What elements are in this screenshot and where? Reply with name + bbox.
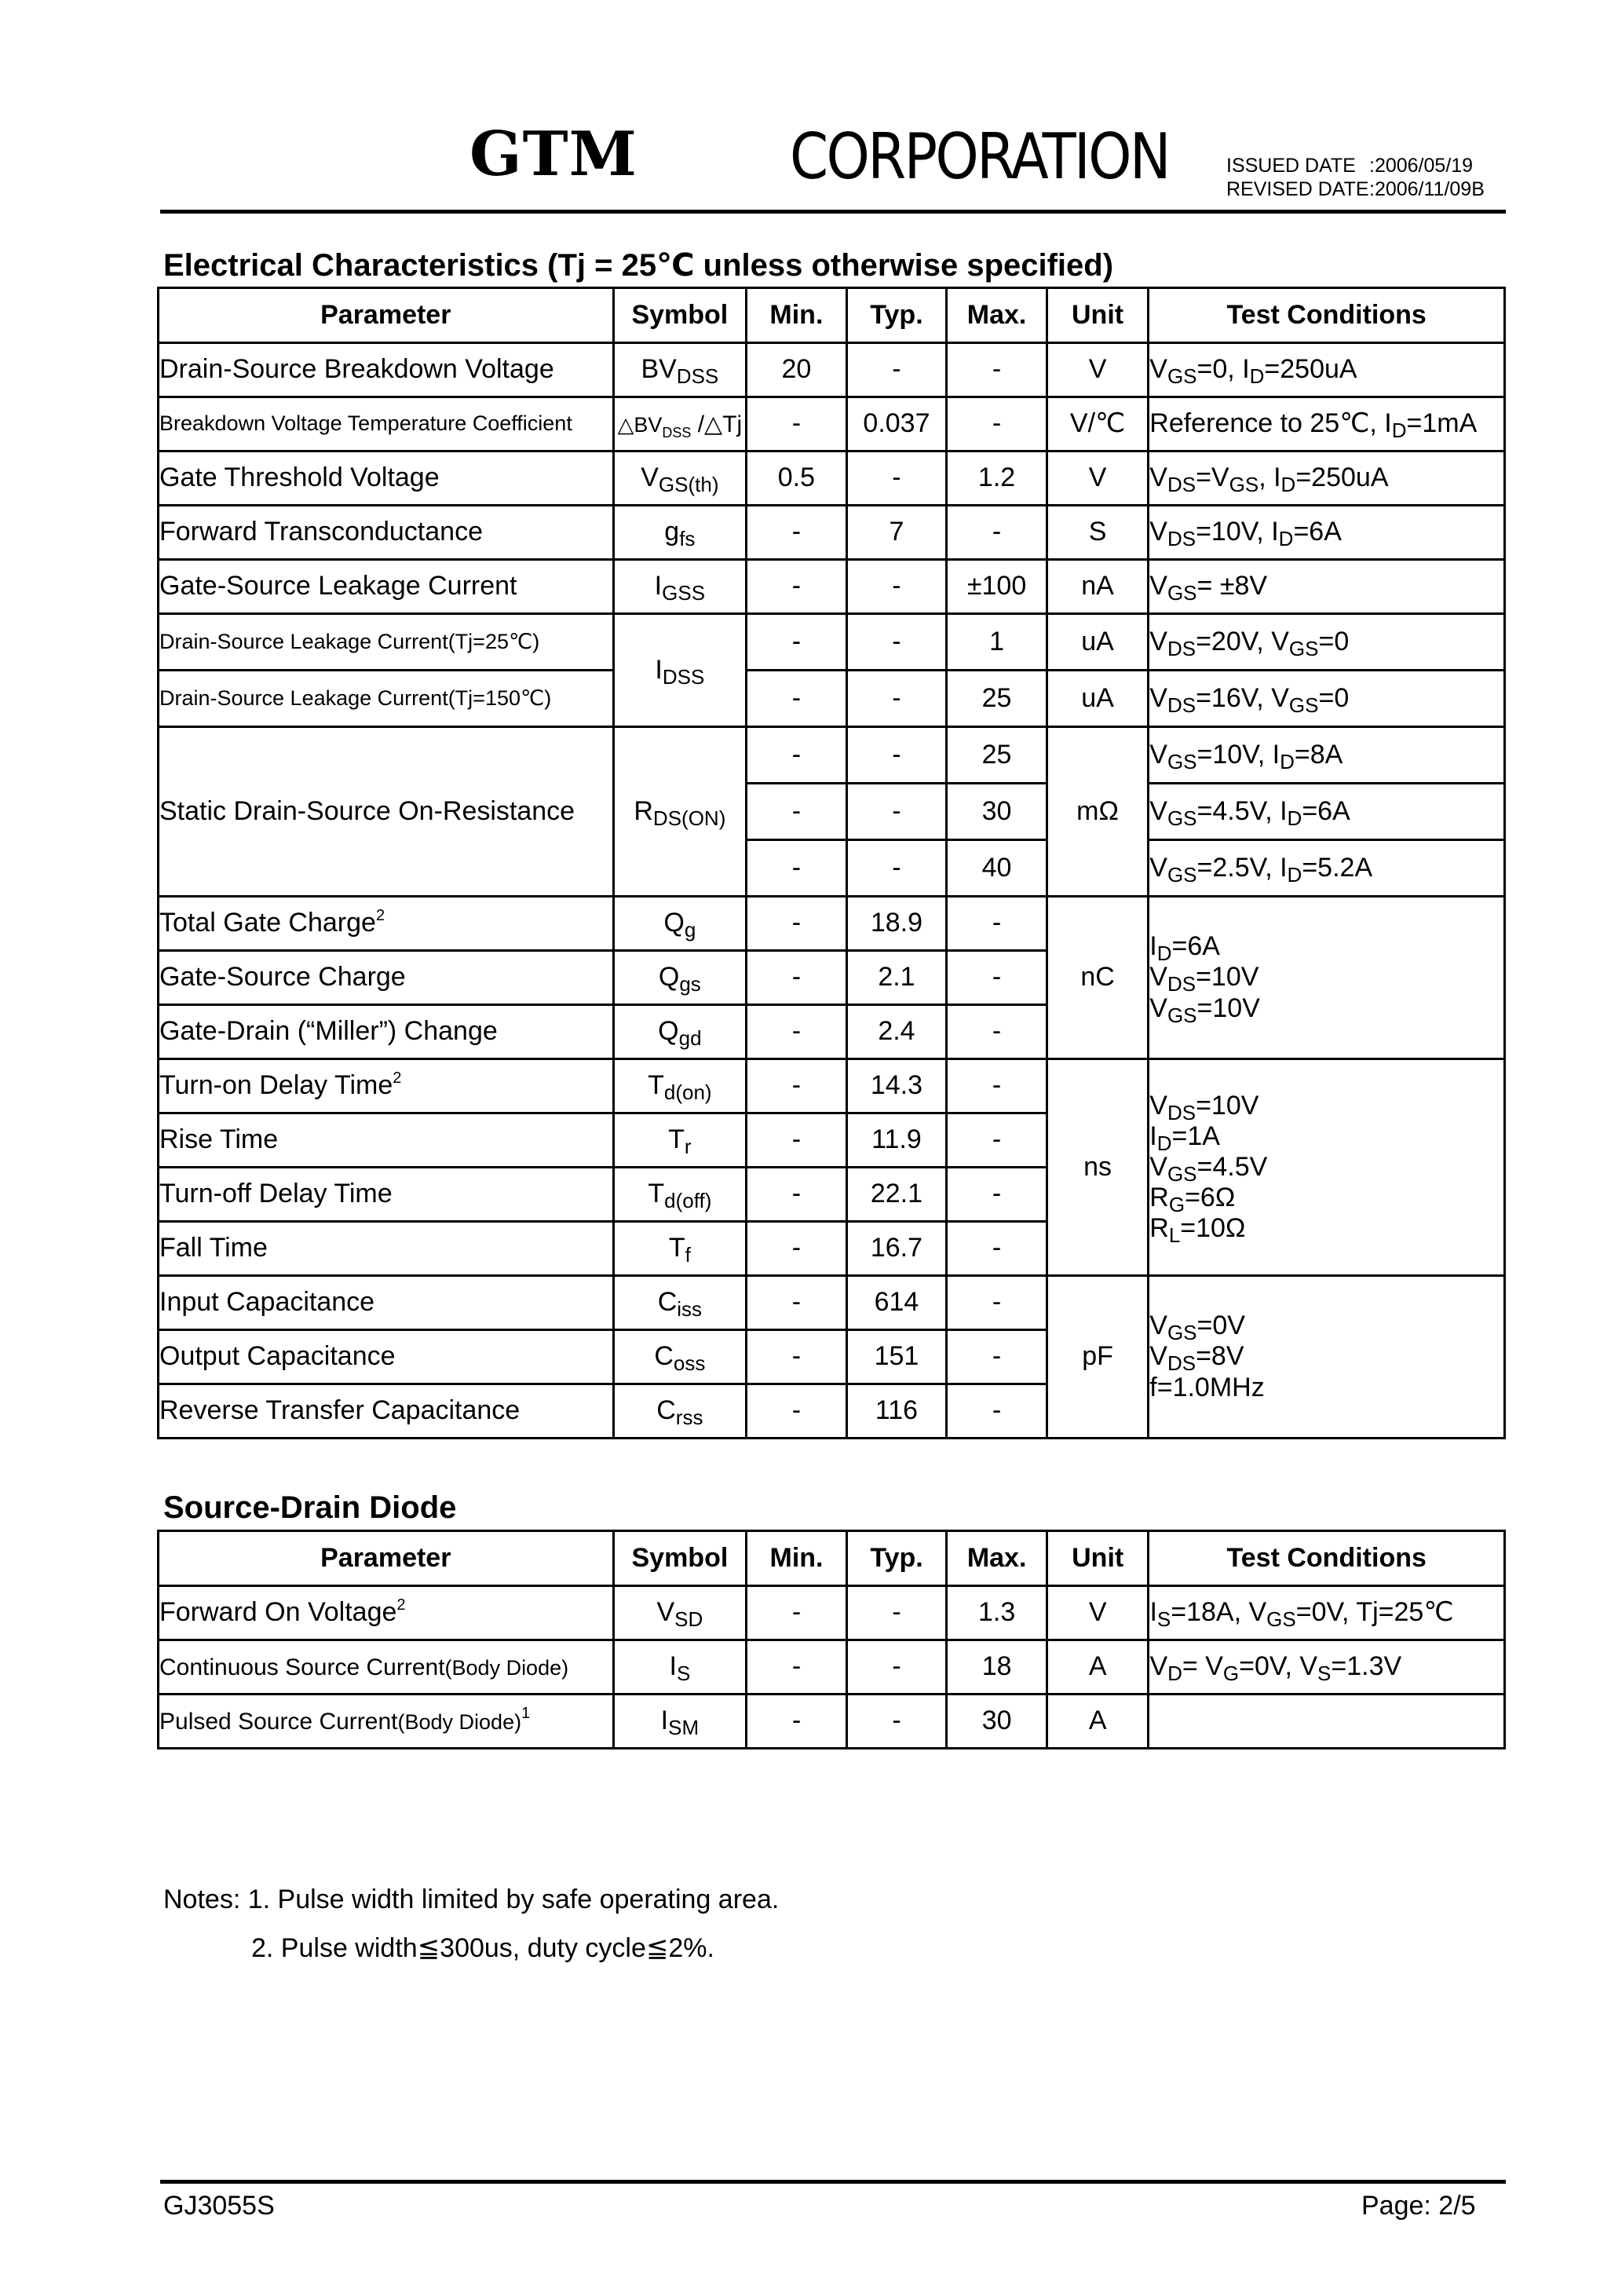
- min-cell: -: [747, 1113, 846, 1168]
- source-drain-diode-table: [157, 1530, 1506, 1749]
- max-cell: 40: [947, 840, 1047, 897]
- test-conditions-cell: $V_{GS}=0V$ $V_{DS}=8V$ f=1.0MHz: [1149, 1276, 1505, 1439]
- source-drain-diode-title: Source-Drain Diode: [163, 1490, 457, 1525]
- param-cell: Gate Threshold Voltage: [159, 452, 614, 506]
- min-cell: -: [747, 1005, 846, 1059]
- typ-cell: 14.3: [846, 1059, 947, 1113]
- max-cell: 25: [947, 727, 1047, 784]
- test-conditions-cell: $V_{DS}=V_{GS}$, $I_D=250uA$: [1149, 452, 1505, 506]
- table-row: [159, 397, 1505, 452]
- electrical-characteristics-title: Electrical Characteristics (Tj = 25℃ unless otherwise specified): [163, 248, 1114, 283]
- param-cell: Turn-on Delay Time$^2$: [159, 1059, 614, 1113]
- unit-cell: uA: [1047, 614, 1148, 671]
- param-cell: Turn-off Delay Time: [159, 1168, 614, 1222]
- test-conditions-cell: $I_S=18A$, $V_{GS}=0V$, Tj=25℃: [1149, 1586, 1505, 1640]
- test-conditions-cell: $V_D= V_G=0V$, $V_S=1.3V$: [1149, 1640, 1505, 1695]
- test-conditions-cell: $V_{DS}=10V$, $I_D=6A$: [1149, 506, 1505, 560]
- col-header-test-conditions: Test Conditions: [1149, 1531, 1505, 1586]
- notes: [163, 1875, 779, 1972]
- test-conditions-cell: $V_{GS}=10V$, $I_D=8A$: [1149, 727, 1505, 784]
- max-cell: -: [947, 1113, 1047, 1168]
- table-row: [159, 727, 1505, 784]
- test-conditions-cell: $V_{DS}=16V$, $V_{GS}=0$: [1149, 671, 1505, 727]
- max-cell: -: [947, 951, 1047, 1005]
- footer-rule: [160, 2180, 1506, 2184]
- min-cell: -: [747, 1168, 846, 1222]
- test-conditions-cell: Reference to 25℃, $I_D=1mA$: [1149, 397, 1505, 452]
- table-row: [159, 560, 1505, 614]
- col-header-min: Min.: [747, 1531, 847, 1586]
- param-cell: Drain-Source Breakdown Voltage: [159, 343, 614, 397]
- min-cell: -: [747, 614, 846, 671]
- unit-cell: uA: [1047, 671, 1148, 727]
- param-cell: Breakdown Voltage Temperature Coefficient: [159, 397, 614, 452]
- typ-cell: -: [846, 614, 947, 671]
- unit-cell: S: [1047, 506, 1148, 560]
- typ-cell: -: [846, 1695, 947, 1749]
- min-cell: -: [747, 784, 846, 840]
- table-row: [159, 1059, 1505, 1113]
- document-id: GJ3055S: [163, 2191, 275, 2221]
- max-cell: 1.3: [947, 1586, 1047, 1640]
- min-cell: -: [747, 1384, 846, 1439]
- symbol-cell: $\triangle BV_{DSS}$ /△Tj: [613, 397, 747, 452]
- test-conditions-cell: $V_{GS}= \pm 8V$: [1149, 560, 1505, 614]
- table-row: [159, 506, 1505, 560]
- table-row: [159, 452, 1505, 506]
- typ-cell: -: [846, 671, 947, 727]
- table-row: [159, 614, 1505, 671]
- typ-cell: -: [846, 840, 947, 897]
- min-cell: -: [747, 671, 846, 727]
- max-cell: 25: [947, 671, 1047, 727]
- unit-cell: ns: [1047, 1059, 1148, 1276]
- unit-cell: V/℃: [1047, 397, 1148, 452]
- unit-cell: pF: [1047, 1276, 1148, 1439]
- max-cell: 18: [947, 1640, 1047, 1695]
- typ-cell: 11.9: [846, 1113, 947, 1168]
- symbol-cell: $BV_{DSS}$: [613, 343, 747, 397]
- col-header-unit: Unit: [1047, 1531, 1149, 1586]
- param-cell: Rise Time: [159, 1113, 614, 1168]
- col-header-parameter: Parameter: [159, 1531, 614, 1586]
- param-cell: Forward On Voltage$^2$: [159, 1586, 614, 1640]
- typ-cell: 151: [846, 1330, 947, 1384]
- table-row: [159, 1640, 1505, 1695]
- col-header-parameter: Parameter: [159, 288, 614, 343]
- col-header-typ: Typ.: [846, 1531, 947, 1586]
- table-row: [159, 1695, 1505, 1749]
- symbol-cell: $T_{d(on)}$: [613, 1059, 747, 1113]
- table-header-row: [159, 1531, 1505, 1586]
- test-conditions-cell: [1149, 1695, 1505, 1749]
- col-header-unit: Unit: [1047, 288, 1148, 343]
- unit-cell: V: [1047, 452, 1148, 506]
- min-cell: -: [747, 1640, 847, 1695]
- param-cell: Gate-Source Charge: [159, 951, 614, 1005]
- max-cell: 30: [947, 1695, 1047, 1749]
- col-header-symbol: Symbol: [613, 1531, 747, 1586]
- unit-cell: V: [1047, 343, 1148, 397]
- symbol-cell: $I_{SM}$: [613, 1695, 747, 1749]
- max-cell: -: [947, 1005, 1047, 1059]
- min-cell: -: [747, 560, 846, 614]
- param-cell: Reverse Transfer Capacitance: [159, 1384, 614, 1439]
- symbol-cell: $T_{d(off)}$: [613, 1168, 747, 1222]
- revised-date-value: :2006/11/09B: [1369, 178, 1485, 200]
- max-cell: ±100: [947, 560, 1047, 614]
- table-row: [159, 343, 1505, 397]
- min-cell: -: [747, 897, 846, 951]
- param-cell: Input Capacitance: [159, 1276, 614, 1330]
- symbol-cell: $I_{DSS}$: [613, 614, 747, 727]
- max-cell: -: [947, 343, 1047, 397]
- min-cell: -: [747, 840, 846, 897]
- revised-date-label: REVISED DATE: [1226, 178, 1369, 200]
- min-cell: -: [747, 1059, 846, 1113]
- header-rule: [160, 210, 1506, 214]
- col-header-min: Min.: [747, 288, 846, 343]
- param-cell: Drain-Source Leakage Current(Tj=150℃): [159, 671, 614, 727]
- symbol-cell: $g_{fs}$: [613, 506, 747, 560]
- typ-cell: 16.7: [846, 1222, 947, 1276]
- symbol-cell: $Q_{gs}$: [613, 951, 747, 1005]
- table-row: [159, 1276, 1505, 1330]
- note-line-1: Notes: 1. Pulse width limited by safe operating area.: [163, 1885, 780, 1914]
- min-cell: -: [747, 397, 846, 452]
- max-cell: 30: [947, 784, 1047, 840]
- min-cell: -: [747, 951, 846, 1005]
- max-cell: -: [947, 1059, 1047, 1113]
- param-cell: Static Drain-Source On-Resistance: [159, 727, 614, 897]
- symbol-cell: $T_r$: [613, 1113, 747, 1168]
- param-cell: Total Gate Charge$^2$: [159, 897, 614, 951]
- min-cell: -: [747, 1222, 846, 1276]
- min-cell: -: [747, 727, 846, 784]
- min-cell: -: [747, 1586, 847, 1640]
- max-cell: -: [947, 1330, 1047, 1384]
- param-cell: Fall Time: [159, 1222, 614, 1276]
- col-header-typ: Typ.: [846, 288, 947, 343]
- symbol-cell: $T_f$: [613, 1222, 747, 1276]
- unit-cell: A: [1047, 1640, 1149, 1695]
- unit-cell: A: [1047, 1695, 1149, 1749]
- typ-cell: 614: [846, 1276, 947, 1330]
- table-row: [159, 671, 1505, 727]
- typ-cell: -: [846, 727, 947, 784]
- max-cell: -: [947, 1384, 1047, 1439]
- symbol-cell: $V_{GS(th)}$: [613, 452, 747, 506]
- issued-date-value: :2006/05/19: [1369, 155, 1474, 177]
- max-cell: 1.2: [947, 452, 1047, 506]
- typ-cell: 2.1: [846, 951, 947, 1005]
- param-cell: Output Capacitance: [159, 1330, 614, 1384]
- col-header-max: Max.: [947, 288, 1047, 343]
- typ-cell: 116: [846, 1384, 947, 1439]
- table-row: [159, 1586, 1505, 1640]
- unit-cell: nA: [1047, 560, 1148, 614]
- symbol-cell: $V_{SD}$: [613, 1586, 747, 1640]
- col-header-test-conditions: Test Conditions: [1149, 288, 1505, 343]
- col-header-symbol: Symbol: [613, 288, 747, 343]
- max-cell: -: [947, 397, 1047, 452]
- typ-cell: 2.4: [846, 1005, 947, 1059]
- test-conditions-cell: $V_{DS}=10V$ $I_D=1A$ $V_{GS}=4.5V$ $R_G=6\Omega$ $R_L=10\Omega$: [1149, 1059, 1505, 1276]
- typ-cell: 7: [846, 506, 947, 560]
- typ-cell: -: [846, 343, 947, 397]
- typ-cell: -: [846, 452, 947, 506]
- document-dates: [1226, 154, 1485, 201]
- max-cell: -: [947, 1222, 1047, 1276]
- note-line-2: 2. Pulse width≦300us, duty cycle≦2%.: [251, 1933, 714, 1963]
- max-cell: -: [947, 1276, 1047, 1330]
- test-conditions-cell: $V_{DS}=20V$, $V_{GS}=0$: [1149, 614, 1505, 671]
- param-cell: Drain-Source Leakage Current(Tj=25℃): [159, 614, 614, 671]
- param-cell: Forward Transconductance: [159, 506, 614, 560]
- min-cell: 0.5: [747, 452, 846, 506]
- symbol-cell: $C_{oss}$: [613, 1330, 747, 1384]
- min-cell: -: [747, 506, 846, 560]
- param-cell: Continuous Source Current(Body Diode): [159, 1640, 614, 1695]
- unit-cell: nC: [1047, 897, 1148, 1059]
- symbol-cell: $Q_g$: [613, 897, 747, 951]
- test-conditions-cell: $V_{GS}=0$, $I_D=250uA$: [1149, 343, 1505, 397]
- max-cell: 1: [947, 614, 1047, 671]
- electrical-characteristics-table: [157, 287, 1506, 1439]
- typ-cell: -: [846, 1586, 947, 1640]
- param-cell: Gate-Drain (“Miller”) Change: [159, 1005, 614, 1059]
- typ-cell: -: [846, 1640, 947, 1695]
- table-header-row: [159, 288, 1505, 343]
- param-cell: Gate-Source Leakage Current: [159, 560, 614, 614]
- page-number: Page: 2/5: [1361, 2191, 1476, 2221]
- test-conditions-cell: $I_D=6A$ $V_{DS}=10V$ $V_{GS}=10V$: [1149, 897, 1505, 1059]
- company-name: CORPORATION: [790, 120, 1169, 193]
- typ-cell: -: [846, 784, 947, 840]
- col-header-max: Max.: [947, 1531, 1047, 1586]
- symbol-cell: $I_{GSS}$: [613, 560, 747, 614]
- min-cell: -: [747, 1276, 846, 1330]
- max-cell: -: [947, 506, 1047, 560]
- unit-cell: V: [1047, 1586, 1149, 1640]
- typ-cell: 22.1: [846, 1168, 947, 1222]
- company-logo: GTM: [469, 119, 637, 190]
- max-cell: -: [947, 897, 1047, 951]
- min-cell: -: [747, 1695, 847, 1749]
- test-conditions-cell: $V_{GS}=2.5V$, $I_D=5.2A$: [1149, 840, 1505, 897]
- typ-cell: 0.037: [846, 397, 947, 452]
- symbol-cell: $C_{iss}$: [613, 1276, 747, 1330]
- typ-cell: 18.9: [846, 897, 947, 951]
- min-cell: 20: [747, 343, 846, 397]
- symbol-cell: $Q_{gd}$: [613, 1005, 747, 1059]
- unit-cell: mΩ: [1047, 727, 1148, 897]
- param-cell: Pulsed Source Current(Body Diode)$^1$: [159, 1695, 614, 1749]
- symbol-cell: $C_{rss}$: [613, 1384, 747, 1439]
- issued-date-label: ISSUED DATE: [1226, 155, 1356, 177]
- table-row: [159, 897, 1505, 951]
- symbol-cell: $I_S$: [613, 1640, 747, 1695]
- symbol-cell: $R_{DS(ON)}$: [613, 727, 747, 897]
- max-cell: -: [947, 1168, 1047, 1222]
- typ-cell: -: [846, 560, 947, 614]
- test-conditions-cell: $V_{GS}=4.5V$, $I_D=6A$: [1149, 784, 1505, 840]
- min-cell: -: [747, 1330, 846, 1384]
